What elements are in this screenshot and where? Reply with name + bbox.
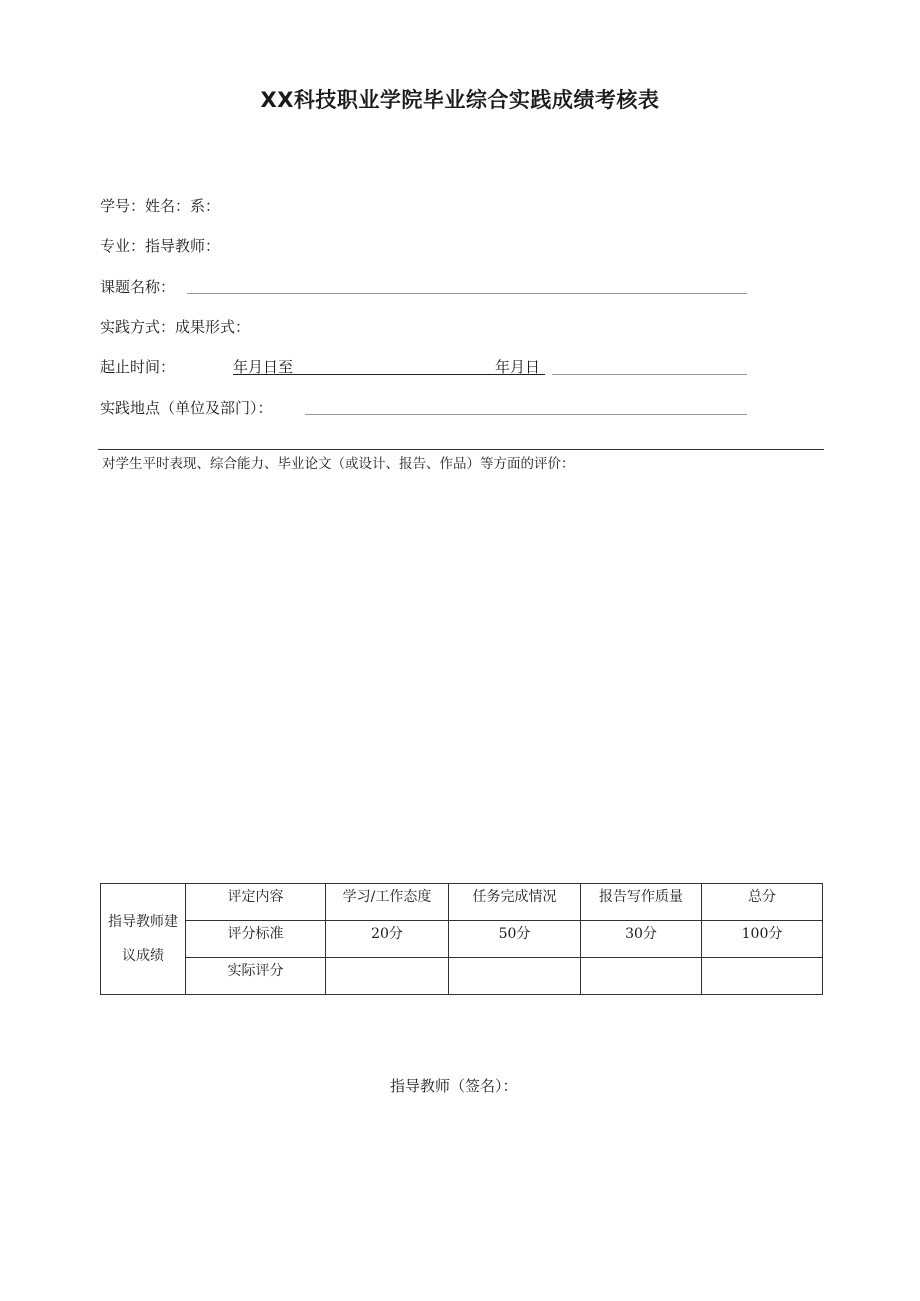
standard-total-cell: 100分: [702, 921, 823, 958]
advisor-grade-row-header: 指导教师建议成绩: [101, 884, 186, 995]
section-divider: [98, 449, 824, 450]
evaluation-label: 对学生平时表现、综合能力、毕业论文（或设计、报告、作品）等方面的评价：: [102, 456, 575, 472]
grade-table: [100, 883, 823, 995]
location-input-line[interactable]: [305, 414, 747, 415]
student-info-row: 学号：姓名：系：: [100, 197, 221, 215]
standard-completion-cell: 50分: [449, 921, 581, 958]
period-label: 起止时间：: [100, 358, 176, 376]
header-cell-content: 评定内容: [186, 884, 326, 921]
header-cell-completion: 任务完成情况: [449, 884, 581, 921]
standard-label-cell: 评分标准: [186, 921, 326, 958]
major-advisor-row: 专业：指导教师：: [100, 237, 221, 255]
practice-mode-row: 实践方式：成果形式：: [100, 318, 251, 336]
actual-report-cell[interactable]: [581, 958, 702, 995]
actual-total-cell[interactable]: [702, 958, 823, 995]
actual-completion-cell[interactable]: [449, 958, 581, 995]
period-start-text: 年月日至: [233, 358, 294, 376]
location-label: 实践地点（单位及部门）：: [100, 399, 273, 417]
grade-actual-row: [101, 958, 823, 995]
grade-standard-row: [101, 921, 823, 958]
topic-input-line[interactable]: [187, 293, 747, 294]
period-end-text: 年月日: [495, 358, 541, 376]
header-cell-attitude: 学习/工作态度: [326, 884, 449, 921]
period-end-underline[interactable]: [552, 374, 747, 375]
grade-header-row: [101, 884, 823, 921]
signature-label: 指导教师（签名）：: [390, 1077, 518, 1095]
actual-label-cell: 实际评分: [186, 958, 326, 995]
document-title: XX科技职业学院毕业综合实践成绩考核表: [260, 88, 660, 112]
header-cell-total: 总分: [702, 884, 823, 921]
header-cell-report: 报告写作质量: [581, 884, 702, 921]
topic-label: 课题名称：: [100, 278, 176, 296]
actual-attitude-cell[interactable]: [326, 958, 449, 995]
standard-attitude-cell: 20分: [326, 921, 449, 958]
standard-report-cell: 30分: [581, 921, 702, 958]
